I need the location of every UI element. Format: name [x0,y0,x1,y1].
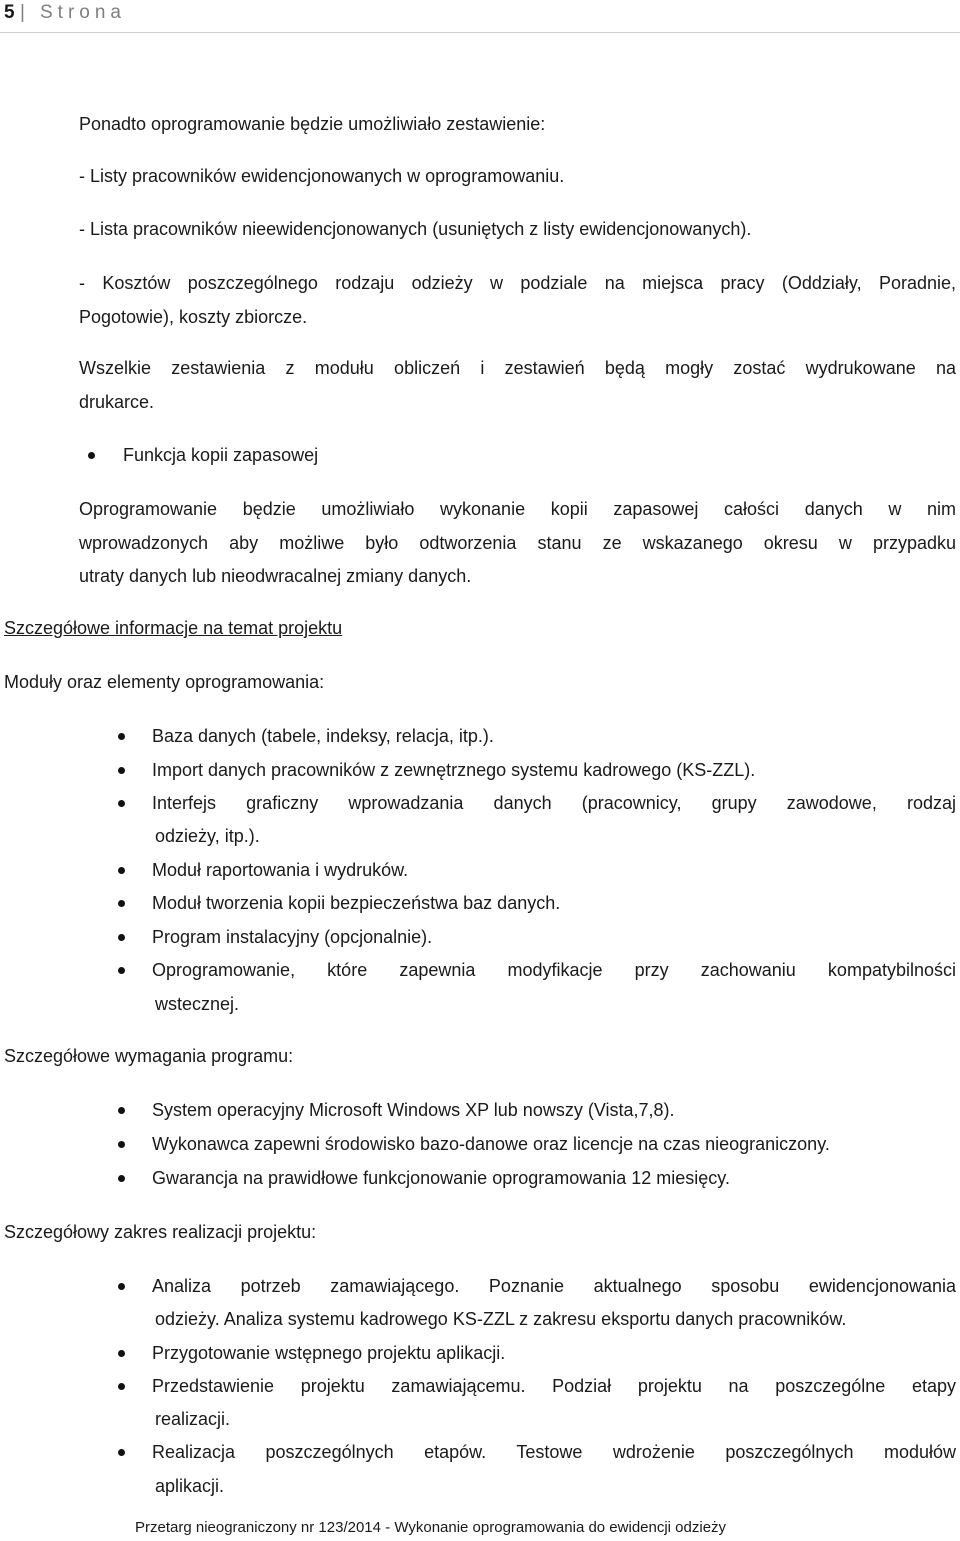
bullet-icon [118,1449,125,1456]
module-item: Oprogramowanie, które zapewnia modyfikacje przy zachowaniu kompatybilności [152,960,956,980]
bullet-icon [118,767,125,774]
backup-text: wprowadzonych aby możliwe było odtworzenia stanu ze wskazanego okresu w przypadku [79,533,956,553]
print-note: Wszelkie zestawienia z modułu obliczeń i zestawień będą mogły zostać wydrukowane na [79,358,956,378]
scope-item: aplikacji. [155,1476,225,1496]
header-divider [0,32,960,33]
scope-item: Przygotowanie wstępnego projektu aplikacji. [152,1343,506,1363]
header-label: Strona [40,2,126,23]
intro-item: - Kosztów poszczególnego rodzaju odzieży w podziale na miejsca pracy (Oddziały, Poradnie, [79,273,956,293]
bullet-icon [118,1175,125,1182]
requirement-item: System operacyjny Microsoft Windows XP lub nowszy (Vista,7,8). [152,1100,675,1120]
bullet-icon [118,900,125,907]
intro-item: - Lista pracowników nieewidencjonowanych (usuniętych z listy ewidencjonowanych). [79,219,752,239]
backup-text: utraty danych lub nieodwracalnej zmiany danych. [79,566,472,586]
bullet-icon [118,1107,125,1114]
bullet-icon [118,733,125,740]
bullet-icon [118,1350,125,1357]
module-item: wstecznej. [155,994,240,1014]
bullet-icon [88,452,95,459]
scope-heading: Szczegółowy zakres realizacji projektu: [4,1222,317,1242]
bullet-icon [118,934,125,941]
intro-lead: Ponadto oprogramowanie będzie umożliwiało zestawienie: [79,114,546,134]
module-item: Program instalacyjny (opcjonalnie). [152,927,433,947]
module-item: Baza danych (tabele, indeksy, relacja, itp.). [152,726,494,746]
backup-text: Oprogramowanie będzie umożliwiało wykonanie kopii zapasowej całości danych w nim [79,499,956,519]
scope-item: Analiza potrzeb zamawiającego. Poznanie aktualnego sposobu ewidencjonowania [152,1276,956,1296]
intro-item: - Listy pracowników ewidencjonowanych w oprogramowaniu. [79,166,565,186]
header-separator: | [20,2,25,23]
module-item: Interfejs graficzny wprowadzania danych (pracownicy, grupy zawodowe, rodzaj [152,793,956,813]
bullet-icon [118,967,125,974]
bullet-icon [118,1141,125,1148]
bullet-icon [118,1383,125,1390]
requirement-item: Gwarancja na prawidłowe funkcjonowanie oprogramowania 12 miesięcy. [152,1168,730,1188]
project-info-heading: Szczegółowe informacje na temat projektu [4,618,343,638]
print-note: drukarce. [79,392,155,412]
bullet-icon [118,800,125,807]
module-item: Moduł tworzenia kopii bezpieczeństwa baz danych. [152,893,561,913]
bullet-icon [118,867,125,874]
scope-item: Realizacja poszczególnych etapów. Testowe wdrożenie poszczególnych modułów [152,1442,956,1462]
module-item: Import danych pracowników z zewnętrznego systemu kadrowego (KS-ZZL). [152,760,756,780]
intro-item: Pogotowie), koszty zbiorcze. [79,307,308,327]
bullet-icon [118,1283,125,1290]
scope-item: realizacji. [155,1409,231,1429]
module-item: odzieży, itp.). [155,826,260,846]
scope-item: odzieży. Analiza systemu kadrowego KS-ZZL z zakresu eksportu danych pracowników. [155,1309,847,1329]
scope-item: Przedstawienie projektu zamawiającemu. Podział projektu na poszczególne etapy [152,1376,956,1396]
page-footer: Przetarg nieograniczony nr 123/2014 - Wykonanie oprogramowania do ewidencji odzieży [135,1519,727,1536]
modules-heading: Moduły oraz elementy oprogramowania: [4,672,325,692]
backup-title: Funkcja kopii zapasowej [123,445,319,465]
requirements-heading: Szczegółowe wymagania programu: [4,1046,294,1066]
module-item: Moduł raportowania i wydruków. [152,860,409,880]
page-number: 5 [4,2,15,23]
requirement-item: Wykonawca zapewni środowisko bazo-danowe oraz licencje na czas nieograniczony. [152,1134,830,1154]
